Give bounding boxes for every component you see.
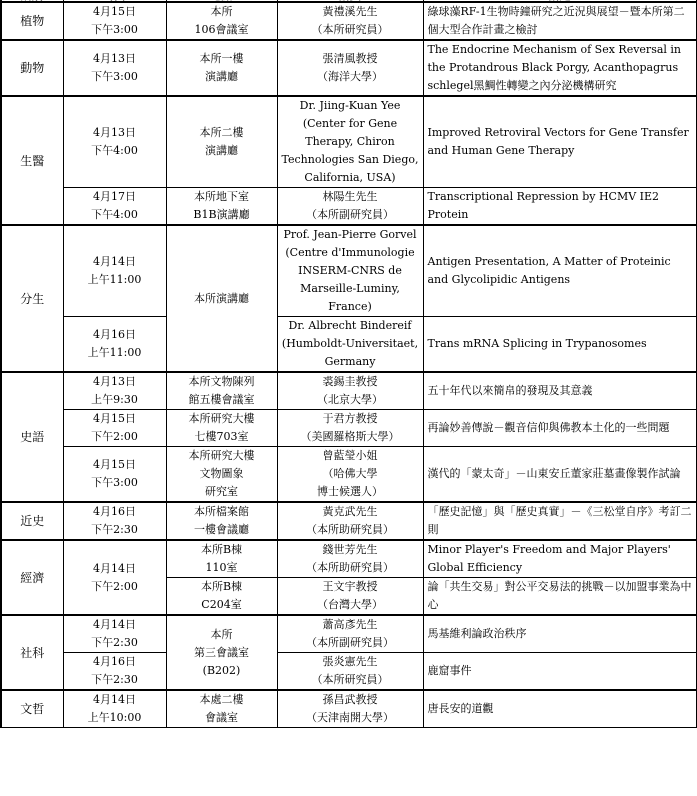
time-cell [63, 653, 166, 691]
time-line: 4月13日 [93, 52, 136, 65]
time-cell [63, 410, 166, 447]
place-line: 本所檔案館 [194, 505, 249, 518]
time-cell [63, 690, 166, 728]
time-line: 4月15日 [93, 5, 136, 18]
speaker-line: （本所副研究員） [306, 636, 394, 649]
place-line: 本所研究大樓 [188, 449, 255, 462]
speaker-cell [277, 40, 423, 96]
time-line: 下午2:30 [91, 636, 138, 649]
speaker-line: 孫昌武教授 [322, 693, 378, 706]
speaker-line: 于君方教授 [322, 412, 378, 425]
speaker-line: 蕭高彥先生 [322, 618, 378, 631]
speaker-line: （本所研究員） [311, 23, 389, 36]
speaker-line: （本所研究員） [311, 673, 389, 686]
speaker-cell [277, 2, 423, 40]
speaker-line: （哈佛大學 [322, 467, 378, 480]
speaker-line: Dr. Albrecht Bindereif [288, 319, 412, 332]
schedule-body [1, 2, 697, 728]
table-row [1, 410, 697, 447]
topic-cell: 鹿窟事件 [423, 653, 697, 691]
place-line: 本所 [210, 627, 233, 641]
dept-cell: 動物 [1, 40, 63, 96]
time-line: 4月15日 [93, 412, 136, 425]
speaker-cell [277, 653, 423, 691]
place-line: 演講廳 [205, 144, 238, 157]
place-cell [166, 540, 277, 578]
speaker-line: (Center for Gene Therapy, Chiron Technologies San Diego, California, USA) [281, 117, 419, 184]
table-row [1, 690, 697, 728]
time-line: 上午11:00 [87, 273, 142, 286]
speaker-cell [277, 410, 423, 447]
speaker-cell [277, 690, 423, 728]
time-cell [63, 96, 166, 188]
place-line: 110室 [205, 561, 238, 574]
topic-cell: Minor Player's Freedom and Major Players' Global Efficiency [423, 540, 697, 578]
time-line: 下午2:30 [91, 673, 138, 686]
place-line: 文物圖象 [199, 467, 244, 480]
place-line: 研究室 [205, 485, 238, 498]
speaker-line: （本所助研究員） [306, 523, 394, 536]
time-cell [63, 2, 166, 40]
time-line: 4月15日 [93, 458, 136, 471]
topic-cell: 五十年代以來簡帛的發現及其意義 [423, 372, 697, 410]
table-row [1, 317, 697, 373]
table-row [1, 96, 697, 188]
table-row [1, 188, 697, 226]
speaker-cell [277, 447, 423, 503]
place-line: 本所研究大樓 [188, 412, 255, 425]
time-cell [63, 225, 166, 317]
place-line: 演講廳 [205, 70, 238, 83]
time-cell [63, 372, 166, 410]
place-cell [166, 410, 277, 447]
table-row [1, 225, 697, 317]
place-line: 本所B棟 [200, 543, 243, 556]
time-cell [63, 317, 166, 373]
time-cell [63, 188, 166, 226]
speaker-line: 黃禮溪先生 [322, 5, 378, 18]
speaker-line: 曾藍瑩小姐 [322, 449, 378, 462]
topic-cell: 論「共生交易」對公平交易法的挑戰－以加盟事業為中心 [423, 578, 697, 616]
dept-cell: 文哲 [1, 690, 63, 728]
time-line: 下午4:00 [91, 208, 138, 221]
speaker-line: Dr. Jiing-Kuan Yee [299, 99, 401, 112]
time-cell [63, 502, 166, 540]
topic-cell: Antigen Presentation, A Matter of Proteinic and Glycolipidic Antigens [423, 225, 697, 317]
table-row [1, 615, 697, 653]
place-line: 七樓703室 [194, 430, 249, 443]
speaker-cell [277, 317, 423, 373]
table-row [1, 40, 697, 96]
time-cell [63, 540, 166, 615]
place-line: (B202) [202, 663, 241, 677]
speaker-line: （海洋大學） [317, 70, 383, 83]
topic-cell: 馬基維利論政治秩序 [423, 615, 697, 653]
dept-cell: 近史 [1, 502, 63, 540]
time-cell [63, 40, 166, 96]
time-line: 上午10:00 [87, 711, 142, 724]
time-line: 下午2:30 [91, 523, 138, 536]
speaker-line: 錢世芳先生 [322, 543, 378, 556]
place-line: 會議室 [205, 711, 238, 724]
speaker-cell [277, 502, 423, 540]
speaker-line: （本所助研究員） [306, 561, 394, 574]
dept-cell: 生醫 [1, 96, 63, 225]
speaker-cell [277, 96, 423, 188]
place-cell [166, 447, 277, 503]
table-row [1, 502, 697, 540]
place-line: 本所 [210, 5, 233, 18]
place-cell [166, 578, 277, 616]
place-cell [166, 690, 277, 728]
time-line: 4月13日 [93, 126, 136, 139]
dept-cell: 植物 [1, 2, 63, 40]
table-row [1, 540, 697, 578]
speaker-line: 黃克武先生 [322, 505, 378, 518]
place-cell [166, 2, 277, 40]
dept-cell: 史語 [1, 372, 63, 502]
topic-cell: 「歷史記憶」與「歷史真實」－《三松堂自序》考訂二則 [423, 502, 697, 540]
table-row [1, 372, 697, 410]
place-cell [166, 188, 277, 226]
topic-cell: Trans mRNA Splicing in Trypanosomes [423, 317, 697, 373]
time-line: 4月13日 [93, 375, 136, 388]
speaker-line: 博士候選人） [317, 485, 383, 498]
speaker-line: （天津南開大學） [306, 711, 394, 724]
time-cell [63, 615, 166, 653]
place-line: 館五樓會議室 [188, 393, 255, 406]
topic-cell: 再論妙善傳說－觀音信仰與佛教本土化的一些問題 [423, 410, 697, 447]
speaker-line: Prof. Jean-Pierre Gorvel [283, 228, 417, 241]
time-line: 4月16日 [93, 328, 136, 341]
place-line: 106會議室 [194, 23, 249, 36]
speaker-line: (Humboldt-Universitaet, Germany [281, 337, 419, 368]
place-line: 第三會議室 [194, 645, 249, 659]
dept-cell: 社科 [1, 615, 63, 690]
time-line: 4月14日 [93, 561, 136, 575]
speaker-cell [277, 372, 423, 410]
place-line: 本所一樓 [199, 52, 244, 65]
table-row [1, 653, 697, 691]
speaker-line: 張清風教授 [322, 52, 378, 65]
table-row [1, 447, 697, 503]
speaker-line: （台灣大學） [317, 598, 383, 611]
time-line: 4月14日 [93, 693, 136, 706]
speaker-cell [277, 188, 423, 226]
speaker-line: 王文宇教授 [322, 580, 378, 593]
place-line: C204室 [201, 598, 242, 611]
time-line: 4月14日 [93, 255, 136, 268]
dept-cell: 經濟 [1, 540, 63, 615]
topic-cell: 綠球藻RF-1生物時鐘研究之近況與展望－暨本所第二個大型合作計畫之檢討 [423, 2, 697, 40]
speaker-line: 裘錫圭教授 [322, 375, 378, 388]
place-cell [166, 372, 277, 410]
speaker-line: 林陽生先生 [322, 190, 378, 203]
speaker-cell [277, 615, 423, 653]
time-line: 下午2:00 [91, 430, 138, 443]
speaker-line: 張炎憲先生 [322, 655, 378, 668]
place-line: B1B演講廳 [193, 208, 250, 221]
speaker-line: (Centre d'Immunologie INSERM-CNRS de Marseille-Luminy, France) [285, 246, 415, 313]
place-line: 本處二樓 [199, 693, 244, 706]
time-line: 4月14日 [93, 618, 136, 631]
speaker-line: （美國羅格斯大學） [300, 430, 400, 443]
speaker-cell [277, 578, 423, 616]
time-line: 4月16日 [93, 655, 136, 668]
time-line: 下午2:00 [91, 579, 138, 593]
speaker-line: （本所副研究員） [306, 208, 394, 221]
topic-cell: The Endocrine Mechanism of Sex Reversal in the Protandrous Black Porgy, Acanthopagrus schlegel黑鯛性轉變之內分泌機構研究 [423, 40, 697, 96]
table-row [1, 2, 697, 40]
time-cell [63, 447, 166, 503]
place-cell [166, 225, 277, 372]
speaker-line: （北京大學） [317, 393, 383, 406]
place-line: 本所B棟 [200, 580, 243, 593]
place-cell [166, 615, 277, 690]
time-line: 上午11:00 [87, 346, 142, 359]
place-cell [166, 502, 277, 540]
speaker-cell [277, 225, 423, 317]
place-line: 一樓會議廳 [194, 523, 249, 536]
place-line: 本所演講廳 [194, 291, 249, 305]
place-line: 本所地下室 [194, 190, 249, 203]
time-line: 下午4:00 [91, 144, 138, 157]
place-line: 本所文物陳列 [188, 375, 255, 388]
place-cell [166, 96, 277, 188]
topic-cell: Transcriptional Repression by HCMV IE2 Protein [423, 188, 697, 226]
time-line: 下午3:00 [91, 70, 138, 83]
time-line: 4月17日 [93, 190, 136, 203]
time-line: 下午3:00 [91, 23, 138, 36]
time-line: 下午3:00 [91, 476, 138, 489]
time-line: 上午9:30 [91, 393, 138, 406]
speaker-cell [277, 540, 423, 578]
topic-cell: Improved Retroviral Vectors for Gene Transfer and Human Gene Therapy [423, 96, 697, 188]
place-line: 本所二樓 [199, 126, 244, 139]
topic-cell: 唐長安的道觀 [423, 690, 697, 728]
dept-cell: 分生 [1, 225, 63, 372]
topic-cell: 漢代的「蒙太奇」－山東安丘董家莊墓畫像製作試論 [423, 447, 697, 503]
place-cell [166, 40, 277, 96]
time-line: 4月16日 [93, 505, 136, 518]
